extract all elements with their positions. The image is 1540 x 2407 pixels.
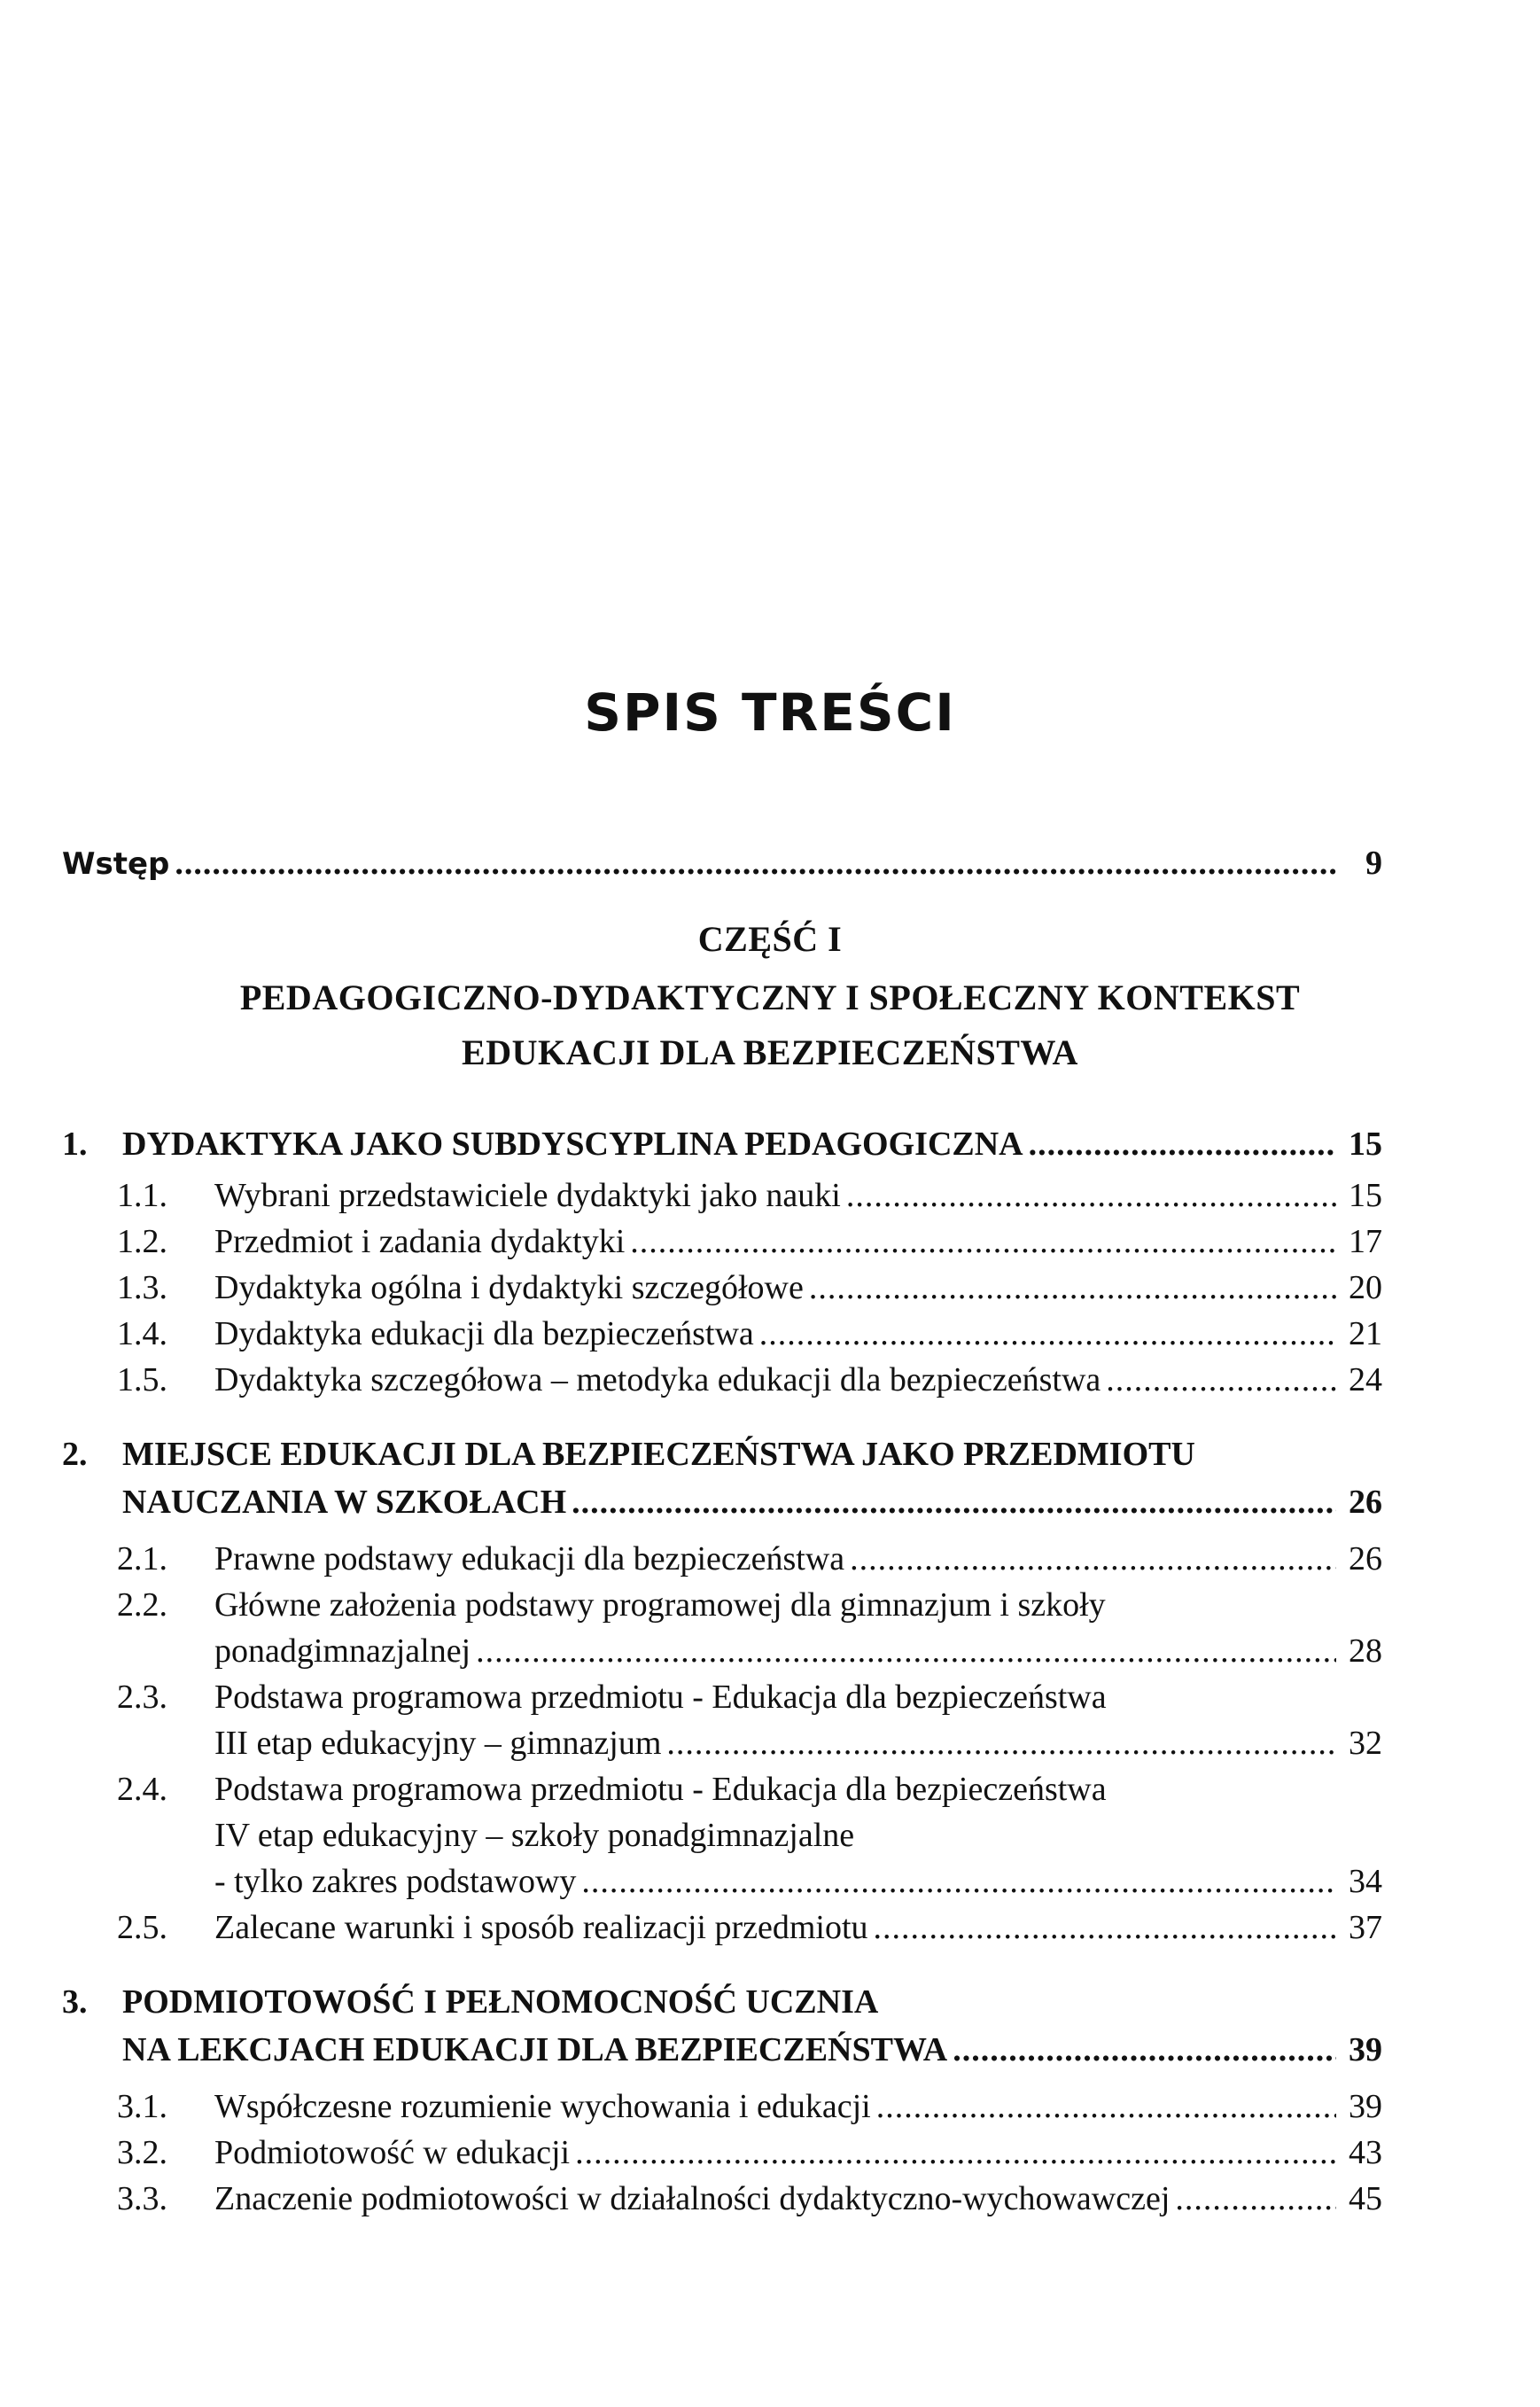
leader-dots bbox=[1175, 2182, 1336, 2216]
section-title-continued: III etap edukacyjny – gimnazjum bbox=[214, 1725, 662, 1762]
section-number: 2.3. bbox=[117, 1679, 167, 1716]
section-number: 1.1. bbox=[117, 1177, 167, 1214]
toc-chapter-line-2[interactable] bbox=[122, 2033, 1382, 2067]
toc-section-line-3[interactable] bbox=[214, 1865, 1382, 1898]
toc-section[interactable] bbox=[117, 2136, 1382, 2169]
section-title-continued: - tylko zakres podstawowy bbox=[214, 1863, 577, 1900]
leader-dots bbox=[874, 1911, 1336, 1944]
toc-section[interactable] bbox=[117, 1179, 1382, 1212]
section-title: Przedmiot i zadania dydaktyki bbox=[214, 1223, 626, 1260]
toc-page-number: 20 bbox=[1349, 1269, 1382, 1306]
leader-dots bbox=[759, 1317, 1336, 1351]
toc-section[interactable] bbox=[117, 2182, 1382, 2216]
toc-section-line-1[interactable] bbox=[117, 1680, 1382, 1714]
leader-dots bbox=[666, 1726, 1336, 1760]
toc-chapter-line-2[interactable] bbox=[122, 1485, 1382, 1519]
part-heading: CZĘŚĆ I bbox=[697, 919, 843, 959]
toc-page-number: 15 bbox=[1349, 1126, 1382, 1163]
toc-section[interactable] bbox=[117, 1271, 1382, 1305]
section-number: 3.2. bbox=[117, 2134, 167, 2171]
toc-page-number: 24 bbox=[1349, 1361, 1382, 1398]
section-title: Dydaktyka edukacji dla bezpieczeństwa bbox=[214, 1315, 754, 1352]
toc-page-number: 45 bbox=[1349, 2180, 1382, 2217]
toc-section-line-2[interactable] bbox=[214, 1726, 1382, 1760]
section-title-continued: ponadgimnazjalnej bbox=[214, 1632, 471, 1670]
leader-dots bbox=[876, 2090, 1336, 2123]
leader-dots bbox=[581, 1865, 1336, 1898]
section-title: Główne założenia podstawy programowej dla gimnazjum i szkoły bbox=[214, 1586, 1106, 1624]
section-number: 2.5. bbox=[117, 1909, 167, 1946]
leader-dots bbox=[850, 1542, 1336, 1576]
toc-page-number: 26 bbox=[1349, 1540, 1382, 1577]
section-number: 1.3. bbox=[117, 1269, 167, 1306]
section-title-continued: IV etap edukacyjny – szkoły ponadgimnazjalne bbox=[214, 1817, 855, 1854]
section-number: 1.4. bbox=[117, 1315, 167, 1352]
toc-page-number: 34 bbox=[1349, 1863, 1382, 1900]
toc-section[interactable] bbox=[117, 1225, 1382, 1258]
section-title: Wybrani przedstawiciele dydaktyki jako nauki bbox=[214, 1177, 841, 1214]
section-title: Zalecane warunki i sposób realizacji przedmiotu bbox=[214, 1909, 868, 1946]
toc-page-number: 28 bbox=[1349, 1632, 1382, 1670]
part-title-line-2: EDUKACJI DLA BEZPIECZEŃSTWA bbox=[462, 1032, 1078, 1072]
section-number: 2.4. bbox=[117, 1771, 167, 1808]
leader-dots bbox=[1106, 1363, 1336, 1397]
toc-section-line-2[interactable] bbox=[214, 1634, 1382, 1668]
section-number: 3.1. bbox=[117, 2088, 167, 2125]
section-title: Współczesne rozumienie wychowania i edukacji bbox=[214, 2088, 871, 2125]
section-title: Znaczenie podmiotowości w działalności dydaktyczno-wychowawczej bbox=[214, 2180, 1171, 2217]
toc-intro[interactable] bbox=[62, 846, 1382, 880]
chapter-title: MIEJSCE EDUKACJI DLA BEZPIECZEŃSTWA JAKO PRZEDMIOTU bbox=[122, 1436, 1195, 1473]
section-title: Prawne podstawy edukacji dla bezpieczeństwa bbox=[214, 1540, 845, 1577]
section-number: 1.5. bbox=[117, 1361, 167, 1398]
toc-section-line-2[interactable] bbox=[214, 1819, 1382, 1852]
toc-page-number: 39 bbox=[1349, 2088, 1382, 2125]
chapter-number: 2. bbox=[62, 1436, 88, 1473]
leader-dots bbox=[953, 2033, 1336, 2067]
leader-dots bbox=[476, 1634, 1336, 1668]
toc-chapter[interactable] bbox=[62, 1127, 1382, 1161]
toc-page-number: 17 bbox=[1349, 1223, 1382, 1260]
toc-chapter-line-1[interactable] bbox=[62, 1437, 1382, 1471]
section-title: Podmiotowość w edukacji bbox=[214, 2134, 571, 2171]
leader-dots bbox=[175, 846, 1336, 880]
toc-section[interactable] bbox=[117, 1911, 1382, 1944]
toc-page-number: 26 bbox=[1349, 1484, 1382, 1521]
leader-dots bbox=[630, 1225, 1336, 1258]
leader-dots bbox=[846, 1179, 1336, 1212]
toc-page-number: 43 bbox=[1349, 2134, 1382, 2171]
section-number: 2.1. bbox=[117, 1540, 167, 1577]
chapter-number: 1. bbox=[62, 1126, 88, 1163]
toc-section[interactable] bbox=[117, 1317, 1382, 1351]
toc-section[interactable] bbox=[117, 2090, 1382, 2123]
page-title: SPIS TREŚCI bbox=[584, 682, 956, 743]
leader-dots bbox=[1029, 1127, 1336, 1161]
part-title-line-1: PEDAGOGICZNO-DYDAKTYCZNY I SPOŁECZNY KONTEKST bbox=[239, 978, 1301, 1017]
toc-page-number: 32 bbox=[1349, 1725, 1382, 1762]
chapter-title-continued: NAUCZANIA W SZKOŁACH bbox=[122, 1484, 567, 1521]
leader-dots bbox=[809, 1271, 1336, 1305]
section-title: Podstawa programowa przedmiotu - Edukacja dla bezpieczeństwa bbox=[214, 1679, 1107, 1716]
chapter-title-continued: NA LEKCJACH EDUKACJI DLA BEZPIECZEŃSTWA bbox=[122, 2031, 948, 2068]
section-title: Dydaktyka szczegółowa – metodyka edukacji dla bezpieczeństwa bbox=[214, 1361, 1101, 1398]
toc-intro-label: Wstęp bbox=[62, 846, 170, 882]
chapter-title: DYDAKTYKA JAKO SUBDYSCYPLINA PEDAGOGICZNA bbox=[122, 1126, 1023, 1163]
toc-section-line-1[interactable] bbox=[117, 1772, 1382, 1806]
section-title: Dydaktyka ogólna i dydaktyki szczegółowe bbox=[214, 1269, 804, 1306]
section-number: 2.2. bbox=[117, 1586, 167, 1624]
section-number: 1.2. bbox=[117, 1223, 167, 1260]
toc-page-number: 37 bbox=[1349, 1909, 1382, 1946]
leader-dots bbox=[575, 2136, 1336, 2169]
toc-page-number: 21 bbox=[1349, 1315, 1382, 1352]
section-title: Podstawa programowa przedmiotu - Edukacja dla bezpieczeństwa bbox=[214, 1771, 1107, 1808]
leader-dots bbox=[572, 1485, 1336, 1519]
toc-page-number: 9 bbox=[1365, 845, 1382, 882]
toc-page-number: 15 bbox=[1349, 1177, 1382, 1214]
section-number: 3.3. bbox=[117, 2180, 167, 2217]
toc-section[interactable] bbox=[117, 1363, 1382, 1397]
toc-section[interactable] bbox=[117, 1542, 1382, 1576]
toc-section-line-1[interactable] bbox=[117, 1588, 1382, 1622]
toc-page-number: 39 bbox=[1349, 2031, 1382, 2068]
chapter-title: PODMIOTOWOŚĆ I PEŁNOMOCNOŚĆ UCZNIA bbox=[122, 1983, 879, 2021]
chapter-number: 3. bbox=[62, 1983, 88, 2021]
toc-chapter-line-1[interactable] bbox=[62, 1985, 1382, 2019]
